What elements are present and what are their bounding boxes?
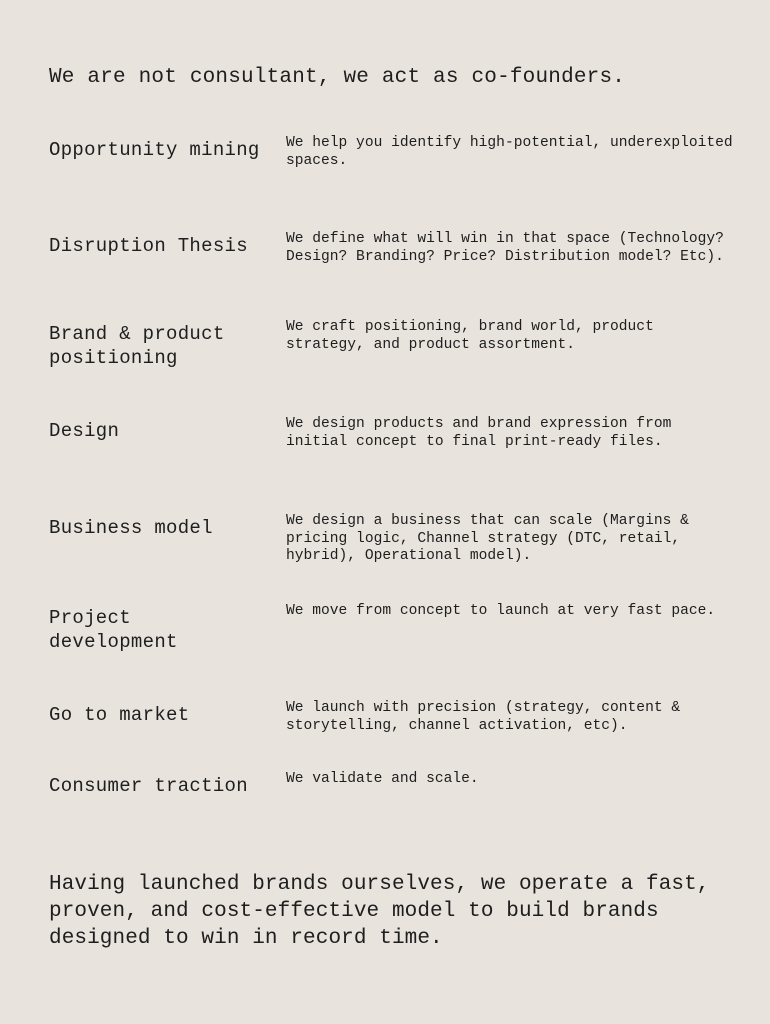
service-name: Business model (49, 517, 213, 539)
service-description: We design a business that can scale (Margins & pricing logic, Channel strategy (DTC, retail, hybrid), Operational model). (286, 513, 689, 564)
service-description: We define what will win in that space (Technology? Design? Branding? Price? Distribution model? Etc). (286, 231, 724, 265)
service-name: Disruption Thesis (49, 235, 248, 257)
service-name: Opportunity mining (49, 139, 260, 161)
service-description: We help you identify high-potential, underexploited spaces. (286, 135, 733, 169)
closing-statement: Having launched brands ourselves, we operate a fast, proven, and cost-effective model to build brands designed to win in record time. (49, 873, 710, 950)
service-description: We craft positioning, brand world, product strategy, and product assortment. (286, 319, 654, 353)
service-name: Consumer traction (49, 775, 248, 797)
headline: We are not consultant, we act as co-founders. (49, 66, 626, 89)
service-description: We launch with precision (strategy, content & storytelling, channel activation, etc). (286, 700, 681, 734)
service-description: We design products and brand expression from initial concept to final print-ready files. (286, 416, 672, 450)
service-description: We move from concept to launch at very fast pace. (286, 603, 716, 619)
service-name: Go to market (49, 704, 190, 726)
service-name: Design (49, 420, 120, 442)
service-name: Project development (49, 607, 178, 653)
service-description: We validate and scale. (286, 771, 479, 787)
service-name: Brand & product positioning (49, 323, 225, 369)
